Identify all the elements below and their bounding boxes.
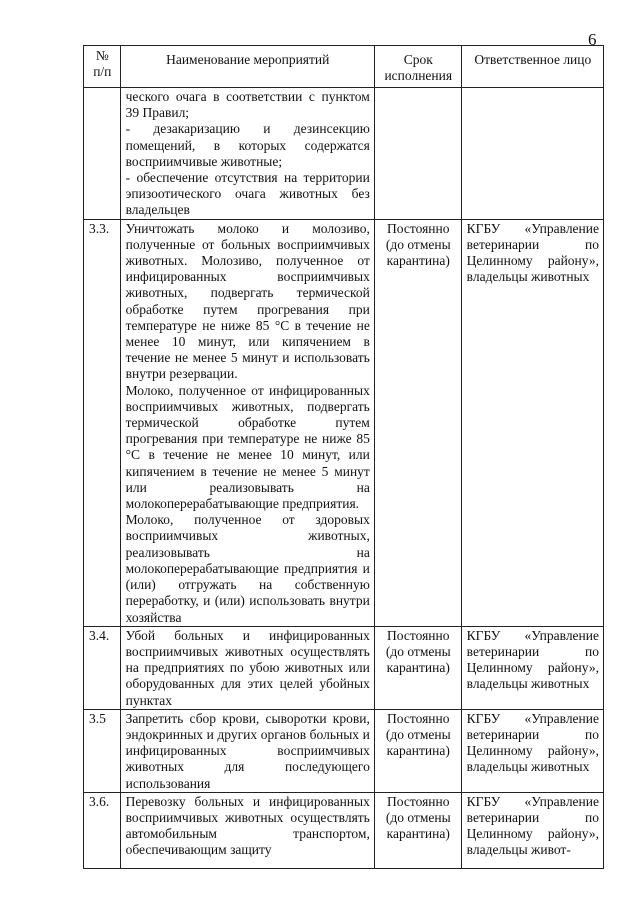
- table-row: [84, 792, 604, 868]
- row-term: [374, 88, 461, 220]
- table-row: [84, 219, 604, 626]
- row-resp: КГБУ «Управление ветеринарии по Целинному району», владельцы животных: [461, 626, 603, 709]
- row-resp: КГБУ «Управление ветеринарии по Целинному району», владельцы животных: [461, 709, 603, 792]
- row-text: ческого очага в соответствии с пунктом 39 Правил;: [125, 89, 370, 121]
- row-num: 3.3.: [84, 219, 121, 626]
- row-text: Убой больных и инфицированных восприимчивых животных осуществлять на предприятиях по убою животных или оборудованных для этих целей убойных пунктах: [125, 627, 370, 708]
- row-text: - обеспечение отсутствия на территории эпизоотического очага животных без владельцев: [125, 170, 370, 218]
- row-num: 3.4.: [84, 626, 121, 709]
- header-term: Срок исполнения: [374, 46, 461, 88]
- header-num: № п/п: [84, 46, 121, 88]
- row-term: Постоянно (до отмены карантина): [374, 626, 461, 709]
- table-header-row: [84, 46, 604, 88]
- row-resp: КГБУ «Управление ветеринарии по Целинному району», владельцы животных: [461, 219, 603, 626]
- header-resp: Ответственное лицо: [461, 46, 603, 88]
- row-name: [120, 792, 374, 868]
- table-row: [84, 88, 604, 220]
- row-num: [84, 88, 121, 220]
- row-text: - дезакаризацию и дезинсекцию помещений, в которых содержатся восприимчивые животные;: [125, 121, 370, 169]
- row-num: 3.5: [84, 709, 121, 792]
- table-row: [84, 626, 604, 709]
- row-name: [120, 88, 374, 220]
- row-name: [120, 626, 374, 709]
- row-term: Постоянно (до отмены карантина): [374, 792, 461, 868]
- measures-table: [83, 45, 604, 869]
- header-name: Наименование мероприятий: [120, 46, 374, 88]
- row-text: Молоко, полученное от инфицированных восприимчивых животных, подвергать термической обработке путем прогревания при температуре не ниже 85 °С в течение не менее 10 минут, или кипячением в течение не менее 5 минут или реализовывать на молокоперерабатывающие предприятия.: [125, 382, 370, 512]
- row-text: Молоко, полученное от здоровых восприимчивых животных, реализовывать на молокоперерабатывающие предприятия и (или) отгружать на собственную переработку, и (или) использовать внутри хозяйства: [125, 512, 370, 625]
- row-text: Запретить сбор крови, сыворотки крови, эндокринных и других органов больных и инфицированных восприимчивых животных для последующего использования: [125, 710, 370, 791]
- row-num: 3.6.: [84, 792, 121, 868]
- table-row: [84, 709, 604, 792]
- row-text: Уничтожать молоко и молозиво, полученные от больных восприимчивых животных. Молозиво, полученное от инфицированных восприимчивых животных, подвергать термической обработке путем прогревания при температуре не ниже 85 °С в течение не менее 10 минут, или кипячением в течение не менее 5 минут и использовать внутри резервации.: [125, 220, 370, 382]
- row-resp: КГБУ «Управление ветеринарии по Целинному району», владельцы живот-: [461, 792, 603, 868]
- row-name: [120, 219, 374, 626]
- row-term: Постоянно (до отмены карантина): [374, 709, 461, 792]
- page-number: 6: [588, 30, 597, 49]
- row-name: [120, 709, 374, 792]
- row-resp: [461, 88, 603, 220]
- row-text: Перевозку больных и инфицированных восприимчивых животных осуществлять автомобильным транспортом, обеспечивающим защиту: [125, 793, 370, 858]
- row-term: Постоянно (до отмены карантина): [374, 219, 461, 626]
